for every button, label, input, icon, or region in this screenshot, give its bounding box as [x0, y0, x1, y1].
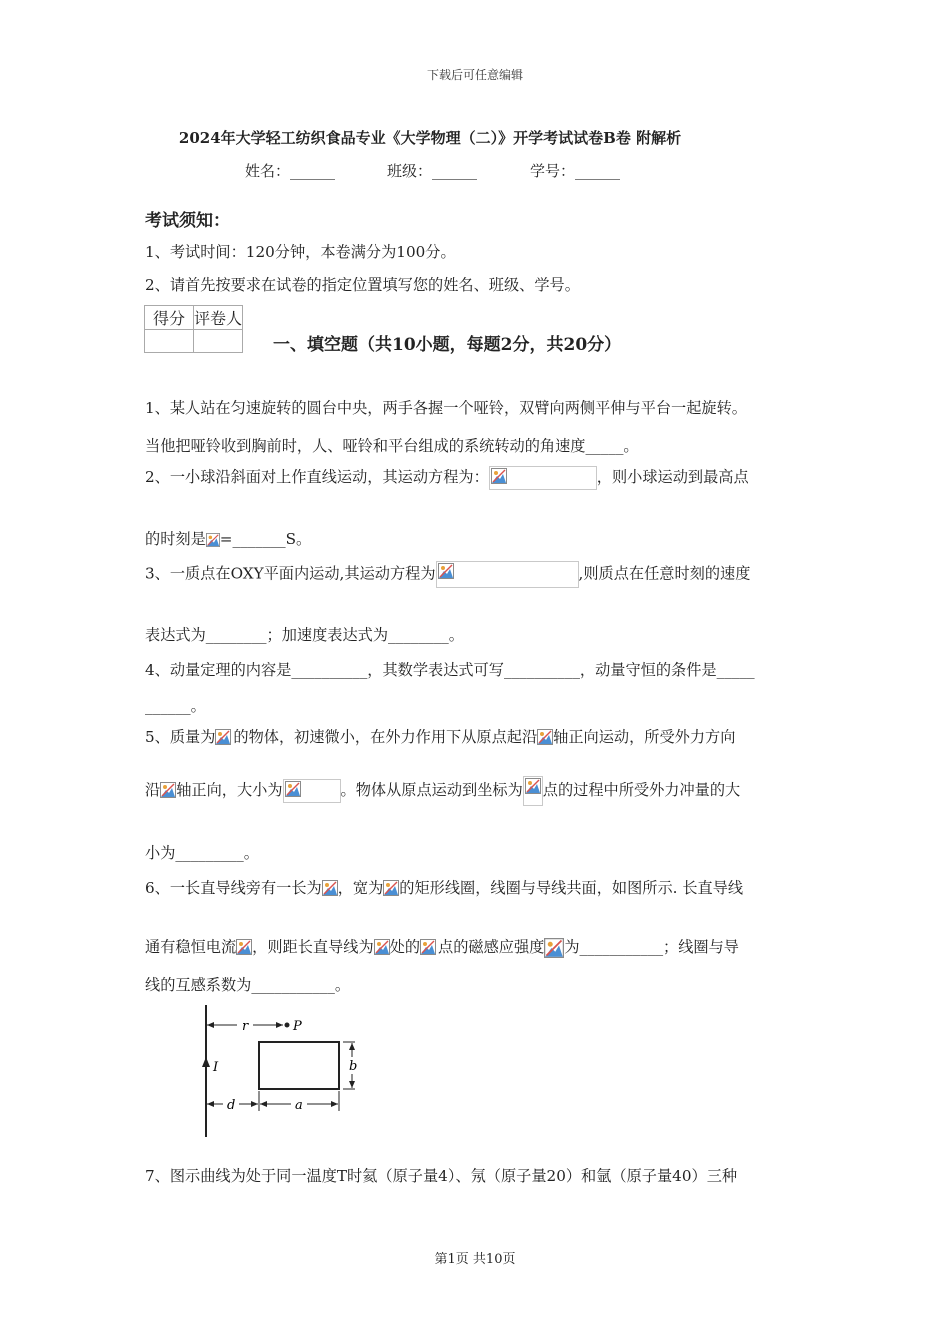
- a-arrow-left: [260, 1101, 267, 1107]
- symbol-image: [206, 531, 220, 549]
- label-b: b: [349, 1059, 358, 1074]
- page-footer: 第1页 共10页: [434, 1252, 516, 1267]
- label-r: r: [242, 1019, 249, 1034]
- grader-label: 评卷人: [194, 306, 243, 330]
- symbol-image: [383, 878, 399, 900]
- notice-item-2: 2、请首先按要求在试卷的指定位置填写您的姓名、班级、学号。: [145, 276, 580, 294]
- q2-line-1: 2、一小球沿斜面对上作直线运动，其运动方程为： ，则小球运动到最高点: [145, 466, 749, 490]
- symbol-image: [322, 880, 338, 898]
- student-id-field: 学号：______: [530, 162, 621, 180]
- q6-line-1: 6、一长直导线旁有一长为 ，宽为 的矩形线圈，线圈与导线共面，如图所示. 长直导线: [145, 877, 743, 900]
- image-placeholder-icon: [544, 938, 564, 958]
- image-placeholder-icon: [537, 729, 553, 745]
- image-placeholder-icon: [160, 782, 176, 798]
- image-placeholder-icon: [525, 778, 541, 794]
- symbol-image: [537, 729, 553, 747]
- q5-line-1: 5、质量为 的物体，初速微小，在外力作用下从原点起沿 轴正向运动，所受外力方向: [145, 728, 736, 746]
- wire-loop-figure: [195, 1005, 370, 1140]
- point-P: [285, 1023, 290, 1028]
- image-placeholder-icon: [206, 531, 220, 549]
- q1-line-1: 1、某人站在匀速旋转的圆台中央，两手各握一个哑铃，双臂向两侧平伸与平台一起旋转。: [145, 399, 747, 417]
- d-arrow-left: [207, 1101, 214, 1107]
- symbol-image: [236, 939, 252, 957]
- class-field: 班级：______: [387, 162, 478, 180]
- image-placeholder-icon: [438, 563, 454, 579]
- q4-line-1: 4、动量定理的内容是__________，其数学表达式可写__________，动量守恒的条件是_____: [145, 661, 755, 679]
- symbol-image: [374, 939, 390, 957]
- score-label: 得分: [145, 306, 194, 330]
- score-table: [144, 305, 243, 353]
- symbol-image: [420, 939, 438, 957]
- page-header: 下载后可任意编辑: [426, 68, 523, 82]
- q3-line-1: 3、一质点在OXY平面内运动,其运动方程为 ,则质点在任意时刻的速度: [145, 561, 750, 588]
- expression-image: [523, 776, 543, 806]
- q6-line-3: 线的互感系数为___________。: [145, 976, 351, 994]
- r-arrow-right: [276, 1022, 283, 1028]
- image-placeholder-icon: [420, 939, 436, 955]
- q3-line-2: 表达式为________；加速度表达式为________。: [145, 626, 464, 644]
- symbol-image: [215, 729, 233, 747]
- label-P: P: [293, 1019, 302, 1034]
- image-placeholder-icon: [374, 939, 390, 955]
- b-arrow-top: [349, 1043, 355, 1050]
- grader-cell: [194, 330, 243, 353]
- section-title: 一、填空题（共10小题，每题2分，共20分）: [273, 335, 622, 355]
- q7-line-1: 7、图示曲线为处于同一温度T时氦（原子量4）、氖（原子量20）和氩（原子量40）三种: [145, 1167, 738, 1185]
- name-field: 姓名：______: [245, 162, 336, 180]
- b-arrow-bottom: [349, 1081, 355, 1088]
- q2-line-2: 的时刻是 =_______S。: [145, 530, 312, 548]
- image-placeholder-icon: [236, 939, 252, 955]
- notice-item-1: 1、考试时间：120分钟，本卷满分为100分。: [145, 243, 456, 261]
- image-placeholder-icon: [285, 781, 301, 797]
- equation-image: [489, 466, 597, 490]
- equation-image: [436, 561, 579, 588]
- label-I: I: [213, 1060, 219, 1075]
- label-a: a: [295, 1098, 303, 1113]
- image-placeholder-icon: [215, 729, 231, 745]
- q5-line-2: 沿 轴正向，大小为 。物体从原点运动到坐标为 点的过程中所受外力冲量的大: [145, 776, 740, 806]
- exam-title: 2024年大学轻工纺织食品专业《大学物理（二）》开学考试试卷B卷 附解析: [178, 129, 682, 147]
- rectangular-loop: [259, 1042, 339, 1089]
- q1-line-2: 当他把哑铃收到胸前时，人、哑铃和平台组成的系统转动的角速度_____。: [145, 437, 639, 455]
- notice-heading: 考试须知：: [145, 211, 230, 231]
- q6-line-2: 通有稳恒电流 ，则距长直导线为 处的 点的磁感应强度 为___________；线圈与导: [145, 938, 739, 956]
- symbol-image: [160, 782, 176, 800]
- current-arrow: [202, 1057, 210, 1067]
- label-d: d: [227, 1098, 236, 1113]
- symbol-image: [544, 938, 564, 958]
- image-placeholder-icon: [322, 880, 338, 896]
- a-arrow-right: [331, 1101, 338, 1107]
- expression-image: [283, 779, 341, 803]
- image-placeholder-icon: [383, 878, 399, 898]
- q4-line-2: ______。: [145, 697, 206, 715]
- d-arrow-right: [251, 1101, 258, 1107]
- q5-line-3: 小为_________。: [145, 844, 259, 862]
- r-arrow-left: [207, 1022, 214, 1028]
- score-cell: [145, 330, 194, 353]
- image-placeholder-icon: [491, 468, 507, 484]
